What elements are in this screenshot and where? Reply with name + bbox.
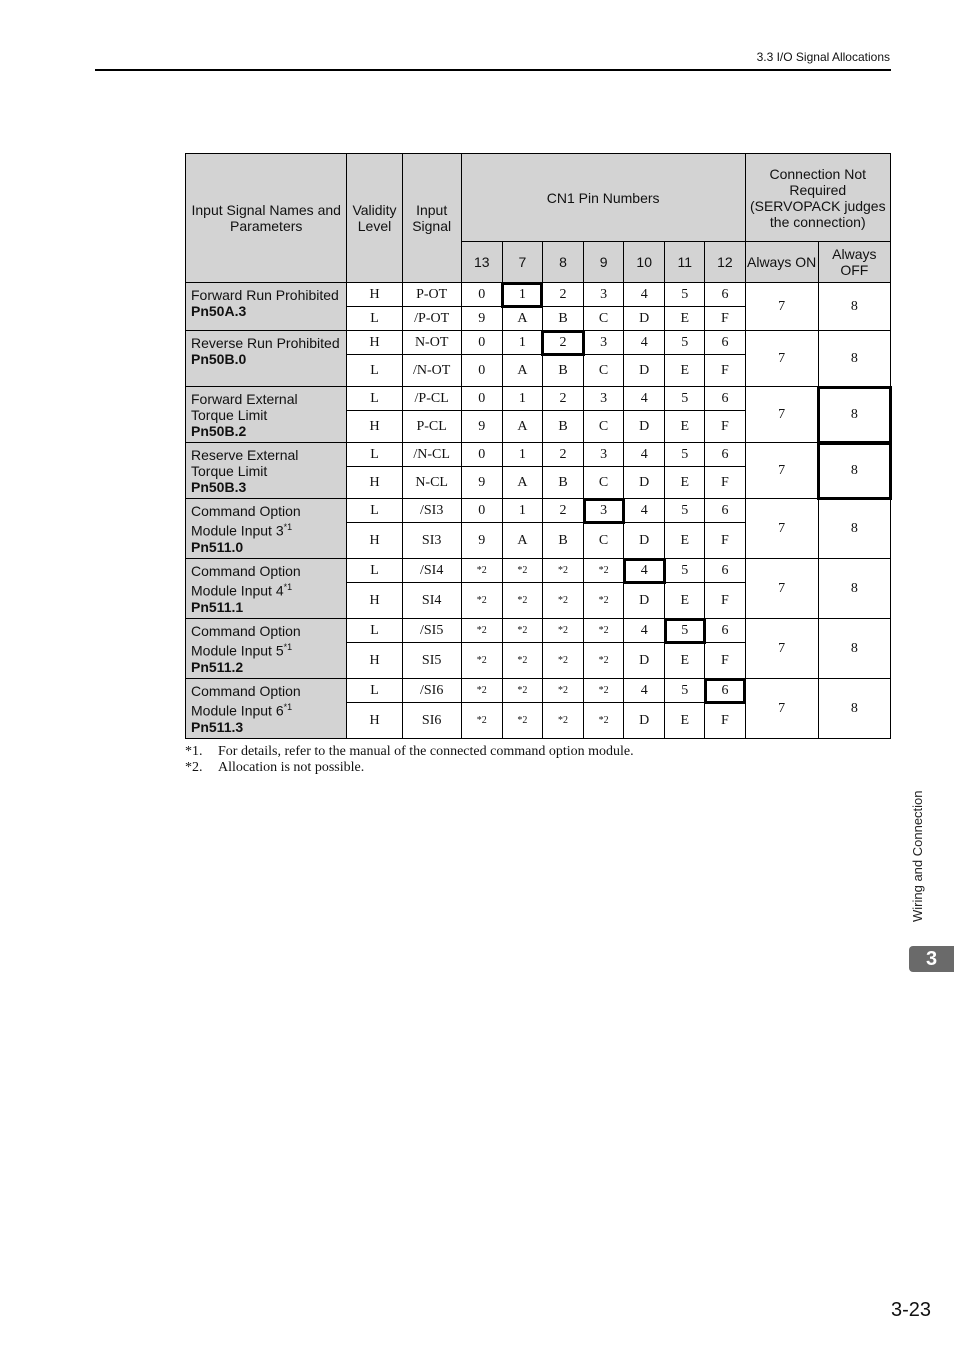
pin-value: 0: [461, 331, 502, 355]
header-connection-not-required: Connection Not Required (SERVOPACK judges the connection): [745, 154, 890, 242]
signal-name-cell: [186, 619, 347, 679]
pin-value: 5: [665, 559, 705, 583]
pin-value: *2: [542, 703, 583, 739]
input-signal: /SI4: [402, 559, 461, 583]
signal-name: Command Option Module Input 3: [191, 503, 301, 539]
pin-value: 5: [665, 443, 705, 467]
always-off-value: 8: [818, 559, 890, 619]
header-signal-names: Input Signal Names and Parameters: [186, 154, 347, 283]
validity-level: H: [347, 643, 402, 679]
validity-level: L: [347, 559, 402, 583]
pin-value: *2: [584, 559, 624, 583]
pin-value: 3: [584, 387, 624, 411]
signal-name-cell: [186, 499, 347, 559]
header-rule: [95, 69, 891, 71]
input-signal: SI4: [402, 583, 461, 619]
input-signal: N-OT: [402, 331, 461, 355]
pin-value: F: [705, 307, 745, 331]
io-allocation-table: [185, 153, 891, 739]
signal-name-cell: [186, 443, 347, 499]
pin-value: 2: [542, 331, 583, 355]
pin-value: A: [502, 467, 542, 499]
validity-level: L: [347, 443, 402, 467]
signal-name: Command Option Module Input 6: [191, 683, 301, 719]
input-signal: N-CL: [402, 467, 461, 499]
input-signal: SI5: [402, 643, 461, 679]
input-signal: /SI3: [402, 499, 461, 523]
input-signal: SI3: [402, 523, 461, 559]
pin-value: 2: [542, 387, 583, 411]
pin-value: 9: [461, 467, 502, 499]
pin-value: 6: [705, 331, 745, 355]
pin-value: *2: [502, 643, 542, 679]
pin-value: 6: [705, 559, 745, 583]
always-on-value: 7: [745, 679, 818, 739]
signal-name: Reserve External Torque Limit: [191, 447, 299, 479]
footnote-text: For details, refer to the manual of the connected command option module.: [218, 744, 634, 759]
input-signal: /SI6: [402, 679, 461, 703]
validity-level: L: [347, 619, 402, 643]
input-signal: /N-OT: [402, 355, 461, 387]
always-on-value: 7: [745, 443, 818, 499]
signal-name-cell: [186, 559, 347, 619]
pin-value: 0: [461, 443, 502, 467]
pin-value: 0: [461, 387, 502, 411]
pin-value: *2: [584, 703, 624, 739]
pin-value: *2: [461, 583, 502, 619]
footnotes: [185, 744, 634, 776]
input-signal: P-CL: [402, 411, 461, 443]
pin-value: F: [705, 703, 745, 739]
pin-value: E: [665, 523, 705, 559]
pin-value: E: [665, 467, 705, 499]
parameter-number: Pn511.3: [191, 718, 244, 735]
always-off-value: 8: [818, 387, 890, 443]
pin-value: 5: [665, 619, 705, 643]
pin-value: A: [502, 355, 542, 387]
pin-value: D: [624, 583, 665, 619]
signal-name: Command Option Module Input 4: [191, 563, 301, 599]
pin-value: D: [624, 643, 665, 679]
always-on-value: 7: [745, 283, 818, 331]
pin-value: *2: [502, 559, 542, 583]
signal-name-cell: [186, 387, 347, 443]
pin-value: A: [502, 411, 542, 443]
pin-value: *2: [502, 703, 542, 739]
footnote-mark: *1.: [185, 744, 203, 759]
footnote-ref: *1: [283, 582, 293, 592]
pin-value: 5: [665, 679, 705, 703]
pin-value: 1: [502, 387, 542, 411]
always-on-value: 7: [745, 331, 818, 387]
pin-value: 4: [624, 283, 665, 307]
header-pin: 9: [584, 242, 624, 283]
table-row: [186, 283, 891, 307]
pin-value: *2: [502, 679, 542, 703]
pin-value: 1: [502, 443, 542, 467]
pin-value: 9: [461, 523, 502, 559]
pin-value: 4: [624, 387, 665, 411]
pin-value: 4: [624, 619, 665, 643]
header-validity-level: Validity Level: [347, 154, 402, 283]
table-row: [186, 331, 891, 355]
pin-value: F: [705, 355, 745, 387]
pin-value: D: [624, 411, 665, 443]
pin-value: 2: [542, 283, 583, 307]
pin-value: C: [584, 523, 624, 559]
pin-value: 0: [461, 499, 502, 523]
pin-value: *2: [461, 559, 502, 583]
signal-name: Forward External Torque Limit: [191, 391, 298, 423]
pin-value: E: [665, 307, 705, 331]
header-input-signal: Input Signal: [402, 154, 461, 283]
pin-value: 3: [584, 499, 624, 523]
validity-level: H: [347, 411, 402, 443]
always-on-value: 7: [745, 499, 818, 559]
table-row: [186, 443, 891, 467]
table-row: [186, 499, 891, 523]
pin-value: E: [665, 703, 705, 739]
pin-value: E: [665, 411, 705, 443]
pin-value: 0: [461, 355, 502, 387]
pin-value: 9: [461, 307, 502, 331]
chapter-tab: 3: [909, 946, 954, 972]
pin-value: 6: [705, 387, 745, 411]
always-off-value: 8: [818, 619, 890, 679]
pin-value: E: [665, 583, 705, 619]
always-off-value: 8: [818, 331, 890, 387]
pin-value: 4: [624, 331, 665, 355]
validity-level: H: [347, 583, 402, 619]
parameter-number: Pn511.1: [191, 598, 244, 615]
validity-level: H: [347, 283, 402, 307]
always-off-value: 8: [818, 679, 890, 739]
header-always-off: Always OFF: [818, 242, 890, 283]
pin-value: B: [542, 411, 583, 443]
pin-value: *2: [542, 679, 583, 703]
pin-value: 0: [461, 283, 502, 307]
header-pin: 11: [665, 242, 705, 283]
parameter-number: Pn50B.2: [191, 423, 247, 439]
input-signal: P-OT: [402, 283, 461, 307]
section-title: 3.3 I/O Signal Allocations: [756, 50, 890, 64]
pin-value: 6: [705, 443, 745, 467]
input-signal: /SI5: [402, 619, 461, 643]
always-on-value: 7: [745, 387, 818, 443]
pin-value: 5: [665, 499, 705, 523]
footnote-ref: *1: [283, 642, 293, 652]
header-pin: 13: [461, 242, 502, 283]
input-signal: /N-CL: [402, 443, 461, 467]
pin-value: *2: [542, 643, 583, 679]
chapter-side-label: Wiring and Connection: [910, 790, 925, 922]
pin-value: D: [624, 355, 665, 387]
pin-value: A: [502, 523, 542, 559]
pin-value: 2: [542, 443, 583, 467]
pin-value: *2: [542, 559, 583, 583]
table-row: [186, 387, 891, 411]
pin-value: 6: [705, 679, 745, 703]
parameter-number: Pn50B.0: [191, 351, 247, 367]
pin-value: *2: [461, 643, 502, 679]
pin-value: C: [584, 355, 624, 387]
pin-value: *2: [542, 619, 583, 643]
footnote: [185, 760, 634, 776]
header-pin: 8: [542, 242, 583, 283]
always-on-value: 7: [745, 619, 818, 679]
pin-value: C: [584, 467, 624, 499]
header-always-on: Always ON: [745, 242, 818, 283]
footnote: [185, 744, 634, 760]
validity-level: H: [347, 703, 402, 739]
page-number: 3-23: [890, 1299, 931, 1321]
pin-value: C: [584, 307, 624, 331]
pin-value: *2: [542, 583, 583, 619]
pin-value: D: [624, 703, 665, 739]
pin-value: 3: [584, 283, 624, 307]
validity-level: L: [347, 307, 402, 331]
signal-name: Reverse Run Prohibited: [191, 335, 340, 351]
input-signal: SI6: [402, 703, 461, 739]
input-signal: /P-CL: [402, 387, 461, 411]
footnote-ref: *1: [283, 522, 293, 532]
pin-value: D: [624, 523, 665, 559]
validity-level: H: [347, 467, 402, 499]
pin-value: *2: [502, 583, 542, 619]
pin-value: 6: [705, 283, 745, 307]
pin-value: 1: [502, 331, 542, 355]
pin-value: 5: [665, 283, 705, 307]
footnote-ref: *1: [283, 702, 293, 712]
header-cn1-pin-numbers: CN1 Pin Numbers: [461, 154, 745, 242]
pin-value: *2: [502, 619, 542, 643]
always-off-value: 8: [818, 499, 890, 559]
pin-value: 3: [584, 331, 624, 355]
pin-value: *2: [584, 679, 624, 703]
header-pin: 12: [705, 242, 745, 283]
pin-value: *2: [584, 619, 624, 643]
pin-value: *2: [584, 583, 624, 619]
signal-name: Command Option Module Input 5: [191, 623, 301, 659]
signal-name-cell: [186, 283, 347, 331]
validity-level: L: [347, 355, 402, 387]
validity-level: L: [347, 387, 402, 411]
pin-value: A: [502, 307, 542, 331]
pin-value: 1: [502, 499, 542, 523]
pin-value: 4: [624, 559, 665, 583]
input-signal: /P-OT: [402, 307, 461, 331]
pin-value: F: [705, 583, 745, 619]
parameter-number: Pn50B.3: [191, 479, 247, 495]
pin-value: F: [705, 523, 745, 559]
always-on-value: 7: [745, 559, 818, 619]
pin-value: 2: [542, 499, 583, 523]
pin-value: F: [705, 643, 745, 679]
pin-value: 9: [461, 411, 502, 443]
pin-value: F: [705, 411, 745, 443]
pin-value: D: [624, 307, 665, 331]
pin-value: B: [542, 467, 583, 499]
always-off-value: 8: [818, 443, 890, 499]
pin-value: B: [542, 355, 583, 387]
pin-value: *2: [584, 643, 624, 679]
pin-value: E: [665, 643, 705, 679]
parameter-number: Pn50A.3: [191, 303, 247, 319]
validity-level: H: [347, 523, 402, 559]
pin-value: *2: [461, 703, 502, 739]
header-pin: 7: [502, 242, 542, 283]
validity-level: L: [347, 499, 402, 523]
signal-name-cell: [186, 679, 347, 739]
parameter-number: Pn511.2: [191, 658, 244, 675]
pin-value: *2: [461, 619, 502, 643]
pin-value: C: [584, 411, 624, 443]
pin-value: B: [542, 307, 583, 331]
pin-value: 6: [705, 619, 745, 643]
footnote-text: Allocation is not possible.: [218, 760, 365, 775]
pin-value: *2: [461, 679, 502, 703]
table-row: [186, 559, 891, 583]
pin-value: D: [624, 467, 665, 499]
validity-level: H: [347, 331, 402, 355]
always-off-value: 8: [818, 283, 890, 331]
pin-value: 1: [502, 283, 542, 307]
pin-value: E: [665, 355, 705, 387]
signal-name: Forward Run Prohibited: [191, 287, 339, 303]
table-row: [186, 679, 891, 703]
pin-value: 5: [665, 331, 705, 355]
signal-name-cell: [186, 331, 347, 387]
pin-value: B: [542, 523, 583, 559]
pin-value: 5: [665, 387, 705, 411]
validity-level: L: [347, 679, 402, 703]
pin-value: F: [705, 467, 745, 499]
pin-value: 4: [624, 499, 665, 523]
table-row: [186, 619, 891, 643]
pin-value: 6: [705, 499, 745, 523]
footnote-mark: *2.: [185, 760, 203, 775]
pin-value: 4: [624, 443, 665, 467]
header-pin: 10: [624, 242, 665, 283]
pin-value: 4: [624, 679, 665, 703]
parameter-number: Pn511.0: [191, 538, 244, 555]
pin-value: 3: [584, 443, 624, 467]
